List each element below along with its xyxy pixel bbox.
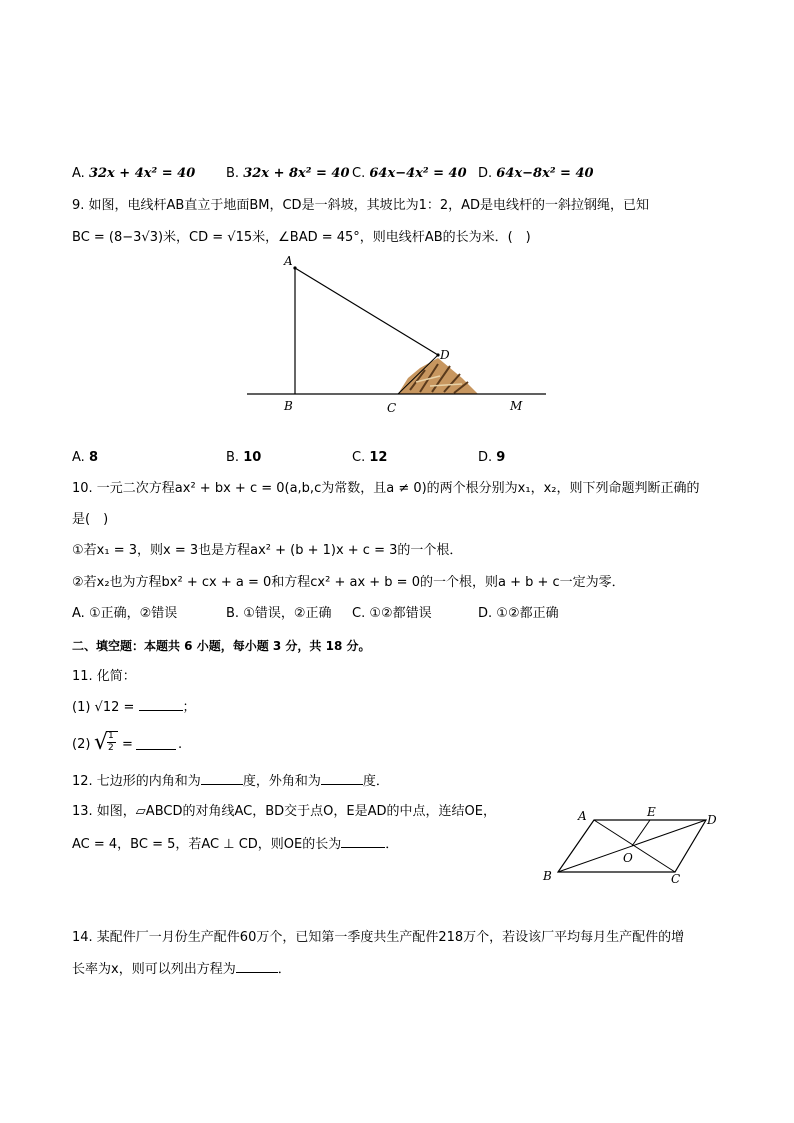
q11-part2-blank [136, 737, 176, 750]
q12-blank-2 [321, 772, 363, 785]
q8-option-b: B. 32x + 8x² = 40 [226, 166, 350, 181]
label-a: A [578, 809, 587, 823]
label-d: D [440, 348, 450, 362]
q10-stem-line1: 10. 一元二次方程ax² + bx + c = 0(a,b,c为常数，且a ≠ 0)的两个根分别为x₁，x₂，则下列命题判断正确的 [72, 481, 700, 496]
section-2-heading: 二、填空题：本题共 6 小题，每小题 3 分，共 18 分。 [72, 639, 371, 653]
q9-figure [240, 250, 560, 425]
q11-part1-blank [139, 698, 183, 711]
q14-stem-line2: 长率为x，则可以列出方程为 ． [72, 962, 291, 977]
q11-part1: (1) √12 = ； [72, 700, 196, 715]
label-o: O [623, 851, 633, 865]
q8-option-c: C. 64x−4x² = 40 [352, 166, 467, 181]
q10-option-c: C. ①②都错误 [352, 606, 432, 621]
point-a-dot [293, 266, 296, 269]
label-a: A [284, 254, 293, 268]
segment-oe [632, 820, 650, 846]
q9-option-c: C. 12 [352, 450, 388, 465]
fraction-denominator: 2 [108, 743, 114, 753]
q9-option-a: A. 8 [72, 450, 98, 465]
label-d: D [707, 813, 717, 827]
q13-stem-line2: AC = 4，BC = 5，若AC ⊥ CD，则OE的长为 ． [72, 837, 399, 852]
wire-ad [295, 268, 438, 355]
label-b: B [284, 399, 293, 413]
diagonal-ac [594, 820, 675, 872]
q9-option-b: B. 10 [226, 450, 262, 465]
q12-stem: 12. 七边形的内角和为 度，外角和为 度． [72, 774, 389, 789]
q9-stem-line1: 9. 如图，电线杆AB直立于地面BM，CD是一斜坡，其坡比为1：2，AD是电线杆的一斜拉钢绳，已知 [72, 198, 650, 213]
q13-stem-line1: 13. 如图，▱ABCD的对角线AC，BD交于点O，E是AD的中点，连结OE， [72, 804, 496, 819]
q9-stem-line2: BC = (8−3√3)米，CD = √15米，∠BAD = 45°，则电线杆AB的长为米．( ) [72, 230, 531, 245]
label-e: E [647, 805, 656, 819]
label-b: B [543, 869, 552, 883]
slope-texture [398, 358, 478, 394]
sqrt-sign: √ [94, 730, 109, 755]
q10-option-b: B. ①错误，②正确 [226, 606, 332, 621]
q8-option-d: D. 64x−8x² = 40 [478, 166, 594, 181]
q13-blank [341, 835, 385, 848]
q14-blank [236, 960, 278, 973]
q9-option-d: D. 9 [478, 450, 506, 465]
q11-title: 11. 化简： [72, 669, 136, 684]
q13-figure [538, 800, 728, 890]
q14-stem-line1: 14. 某配件厂一月份生产配件60万个，已知第一季度共生产配件218万个，若设该厂平均每月生产配件的增 [72, 930, 685, 945]
label-m: M [510, 399, 523, 413]
label-c: C [671, 872, 681, 886]
q10-option-a: A. ①正确，②错误 [72, 606, 178, 621]
q8-option-a: A. 32x + 4x² = 40 [72, 166, 196, 181]
fraction-numerator: 1 [108, 731, 114, 741]
q10-statement-1: ①若x₁ = 3，则x = 3也是方程ax² + (b + 1)x + c = 3的一个根． [72, 543, 463, 558]
q10-option-d: D. ①②都正确 [478, 606, 559, 621]
q12-blank-1 [201, 772, 243, 785]
q10-stem-line2: 是( ) [72, 512, 109, 527]
q10-statement-2: ②若x₂也为方程bx² + cx + a = 0和方程cx² + ax + b = 0的一个根，则a + b + c一定为零． [72, 575, 625, 590]
label-c: C [387, 401, 397, 415]
